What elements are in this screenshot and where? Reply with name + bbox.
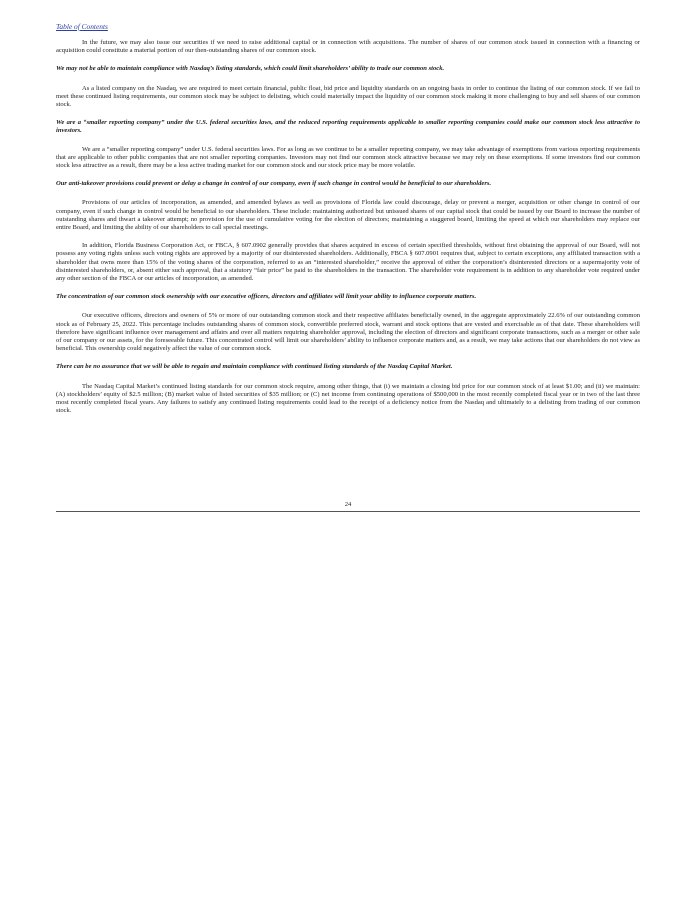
paragraph-anti-takeover-provisions: Provisions of our articles of incorporation, as amended, and amended bylaws as well as provisions of Florida law could discourage, delay or prevent a merger, acquisition or other change in control of our company, even if such change in control would be beneficial to our shareholders. These include: maintaining authorized but unissued shares of our capital stock that could be issued by our Board to increase the number of outstanding shares and thwart a takeover attempt; no provision for the use of cumulative voting for the election of directors; maintaining a staggered board, limiting the speed at which our shareholders may replace our entire Board, and limiting the ability of our shareholders to call special meetings. [56,199,640,232]
document-page [56,22,640,426]
footer-divider [56,511,640,512]
risk-heading-ownership-concentration: The concentration of our common stock ownership with our executive officers, directors and affiliates will limit your ability to influence corporate matters. [56,293,477,301]
paragraph-nasdaq-listing: As a listed company on the Nasdaq, we are required to meet certain financial, public float, bid price and liquidity standards on an ongoing basis in order to continue the listing of our common stock. If we fail to meet these continued listing requirements, our common stock may be subject to delisting, which could materially impact the liquidity of our common stock making it more challenging to buy and sell shares of our common stock. [56,84,640,109]
page-number: 24 [344,501,352,508]
risk-heading-smaller-reporting-company: We are a “smaller reporting company” under the U.S. federal securities laws, and the reduced reporting requirements applicable to smaller reporting companies could make our common stock less attractive to investors. [56,119,640,135]
paragraph-future-issuance: In the future, we may also issue our securities if we need to raise additional capital or in connection with acquisitions. The number of shares of our common stock issued in connection with a financing or acquisition could constitute a material portion of our then-outstanding shares of our common stock. [56,39,640,55]
paragraph-ownership-concentration: Our executive officers, directors and owners of 5% or more of our outstanding common stock and their respective affiliates beneficially owned, in the aggregate approximately 22.6% of our outstanding common stock as of February 25, 2022. This percentage includes outstanding shares of common stock, convertible preferred stock, warrant and stock options that are vested and exercisable as of that date. These shareholders will therefore have significant influence over management and affairs and over all matters requiring shareholder approval, including the election of directors and significant corporate transactions, such as a merger or other sale of our company or our assets, for the foreseeable future. This concentrated control will limit our shareholders’ ability to influence corporate matters and, as a result, we may take actions that our shareholders do not view as beneficial. This ownership could negatively affect the value of our common stock. [56,312,640,353]
paragraph-florida-fbca: In addition, Florida Business Corporation Act, or FBCA, § 607.0902 generally provides that shares acquired in excess of certain specified thresholds, without first obtaining the approval of our Board, will not possess any voting rights unless such voting rights are approved by a majority of our disinterested shareholders. Additionally, FBCA § 607.0901 requires that, subject to certain exceptions, any affiliated transaction with a shareholder that owns more than 15% of the voting shares of the corporation, referred to as an “interested shareholder,” receive the approval of either the corporation’s disinterested directors or a supermajority vote of disinterested shareholders, or, absent either such approval, that a statutory “fair price” be paid to the shareholders in the transaction. The shareholder vote requirement is in addition to any shareholder vote required under any other section of the FBCA or our articles of incorporation, as amended. [56,242,640,283]
page-footer [56,501,640,512]
table-of-contents-link[interactable]: Table of Contents [56,22,108,31]
risk-heading-nasdaq-compliance: We may not be able to maintain compliance with Nasdaq’s listing standards, which could limit shareholders’ ability to trade our common stock. [56,65,445,73]
risk-heading-anti-takeover: Our anti-takeover provisions could prevent or delay a change in control of our company, even if such change in control would be beneficial to our shareholders. [56,180,492,188]
paragraph-nasdaq-capital-market-standards: The Nasdaq Capital Market’s continued listing standards for our common stock require, among other things, that (i) we maintain a closing bid price for our common stock of at least $1.00; and (ii) we maintain: (A) stockholders’ equity of $2.5 million; (B) market value of listed securities of $35 million; or (C) net income from continuing operations of $500,000 in the most recently completed fiscal year or in two of the last three most recently completed fiscal years. Any failures to satisfy any continued listing requirements could lead to the receipt of a deficiency notice from the Nasdaq and ultimately to a delisting from trading of our common stock. [56,382,640,415]
paragraph-smaller-reporting-company: We are a “smaller reporting company” under U.S. federal securities laws. For as long as we continue to be a smaller reporting company, we may take advantage of exemptions from various reporting requirements that are applicable to other public companies that are not smaller reporting companies. Investors may not find our common stock attractive because we may rely on these exemptions. If some investors find our common stock less attractive as a result, there may be a less active trading market for our common stock and our stock price may be more volatile. [56,145,640,170]
risk-heading-regain-compliance: There can be no assurance that we will be able to regain and maintain compliance with continued listing standards of the Nasdaq Capital Market. [56,363,453,371]
